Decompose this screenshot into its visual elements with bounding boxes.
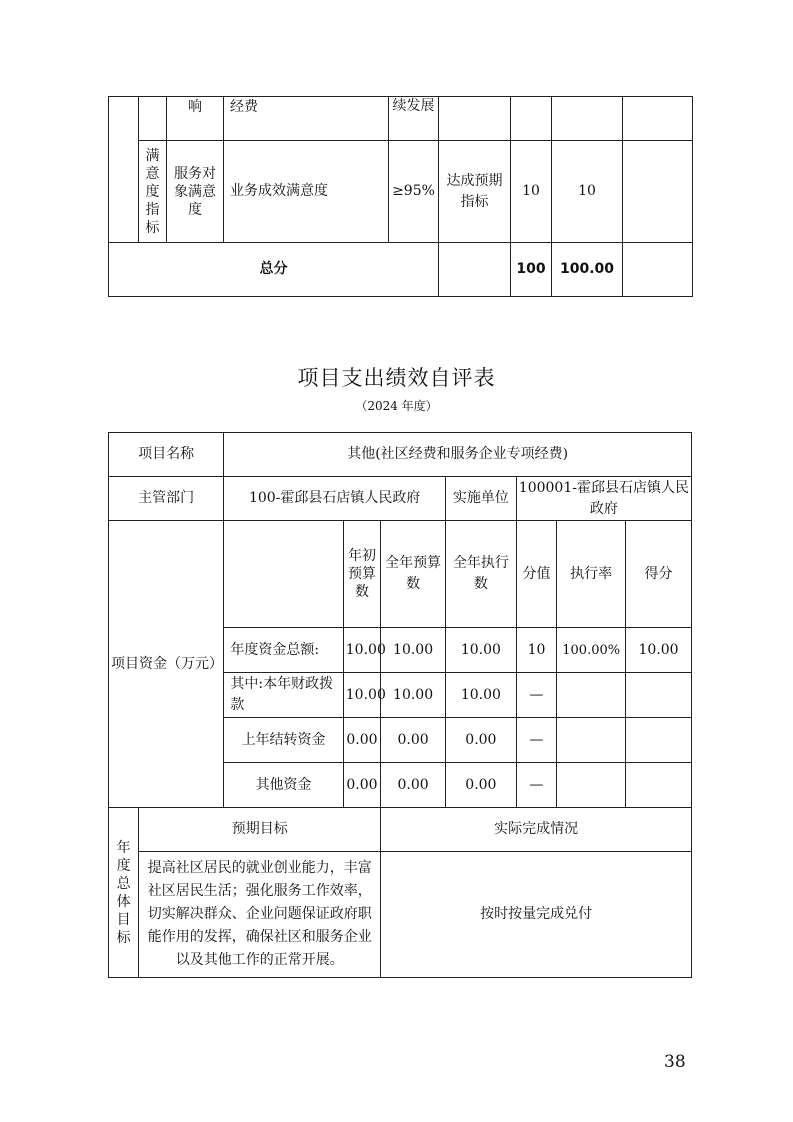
impl-unit-label: 实施单位 [445, 477, 516, 521]
initial-budget-header: 年初预算数 [343, 521, 380, 628]
fund-rate [557, 763, 626, 808]
annual-goal-label: 年度总体目标 [109, 808, 139, 978]
fund-exec: 0.00 [445, 718, 516, 763]
points-header: 分值 [516, 521, 556, 628]
tertiary-indicator-cell: 响 [167, 97, 224, 141]
fund-exec: 10.00 [445, 628, 516, 673]
fund-row-label: 年度资金总额: [224, 628, 343, 673]
indicator-name: 业务成效满意度 [224, 141, 389, 243]
remark-cell [623, 97, 693, 141]
dept-value: 100-霍邱县石店镇人民政府 [224, 477, 446, 521]
secondary-indicator-cell [139, 97, 167, 141]
fund-score [626, 763, 692, 808]
total-score: 100.00 [552, 243, 623, 297]
actual-value: 达成预期指标 [439, 141, 511, 243]
fund-score [626, 673, 692, 718]
project-name: 其他(社区经费和服务企业专项经费) [224, 433, 692, 477]
satisfaction-indicator-label: 满意度指标 [139, 141, 167, 243]
category-cell [109, 97, 139, 243]
actual-completion-text: 按时按量完成兑付 [381, 852, 692, 978]
fund-rate [557, 718, 626, 763]
dept-label: 主管部门 [109, 477, 224, 521]
fund-budget: 0.00 [381, 763, 446, 808]
remark-value [623, 141, 693, 243]
funds-header-blank [224, 521, 343, 628]
total-points: 100 [511, 243, 552, 297]
total-score-label: 总分 [109, 243, 439, 297]
project-name-label: 项目名称 [109, 433, 224, 477]
fund-points: — [516, 763, 556, 808]
score-value: 10 [552, 141, 623, 243]
fund-points: 10 [516, 628, 556, 673]
impl-unit-value: 100001-霍邱县石店镇人民政府 [516, 477, 691, 521]
exec-rate-header: 执行率 [557, 521, 626, 628]
annual-budget-header: 全年预算数 [381, 521, 446, 628]
points-value: 10 [511, 141, 552, 243]
fund-rate: 100.00% [557, 628, 626, 673]
indicator-table-continued [108, 96, 693, 297]
fund-points: — [516, 673, 556, 718]
fund-budget: 0.00 [381, 718, 446, 763]
fund-row-label: 其他资金 [224, 763, 343, 808]
self-evaluation-table [108, 432, 692, 978]
page-number: 38 [664, 1052, 686, 1072]
fund-budget: 10.00 [381, 673, 446, 718]
page-title: 项目支出绩效自评表 [297, 366, 496, 390]
points-cell [511, 97, 552, 141]
total-empty-cell [439, 243, 511, 297]
page-subtitle: （2024 年度） [355, 399, 438, 413]
annual-exec-header: 全年执行数 [445, 521, 516, 628]
fund-exec: 0.00 [445, 763, 516, 808]
indicator-name-cell: 经费 [224, 97, 389, 141]
score-header: 得分 [626, 521, 692, 628]
fund-budget: 10.00 [381, 628, 446, 673]
score-cell [552, 97, 623, 141]
fund-rate [557, 673, 626, 718]
expected-goal-header: 预期目标 [139, 808, 381, 852]
total-remark [623, 243, 693, 297]
target-value-cell: 续发展 [389, 97, 439, 141]
actual-value-cell [439, 97, 511, 141]
fund-exec: 10.00 [445, 673, 516, 718]
fund-initial: 0.00 [343, 763, 380, 808]
fund-initial: 0.00 [343, 718, 380, 763]
fund-score: 10.00 [626, 628, 692, 673]
expected-goal-text: 提高社区居民的就业创业能力，丰富社区居民生活；强化服务工作效率，切实解决群众、企业问题保证政府职能作用的发挥，确保社区和服务企业以及其他工作的正常开展。 [139, 852, 381, 978]
project-funds-label: 项目资金（万元） [109, 521, 224, 808]
target-value: ≥95% [389, 141, 439, 243]
fund-row-label: 其中:本年财政拨款 [224, 673, 343, 718]
fund-points: — [516, 718, 556, 763]
fund-initial: 10.00 [343, 673, 380, 718]
fund-initial: 10.00 [343, 628, 380, 673]
fund-row-label: 上年结转资金 [224, 718, 343, 763]
service-satisfaction-label: 服务对象满意度 [167, 141, 224, 243]
actual-completion-header: 实际完成情况 [381, 808, 692, 852]
fund-score [626, 718, 692, 763]
